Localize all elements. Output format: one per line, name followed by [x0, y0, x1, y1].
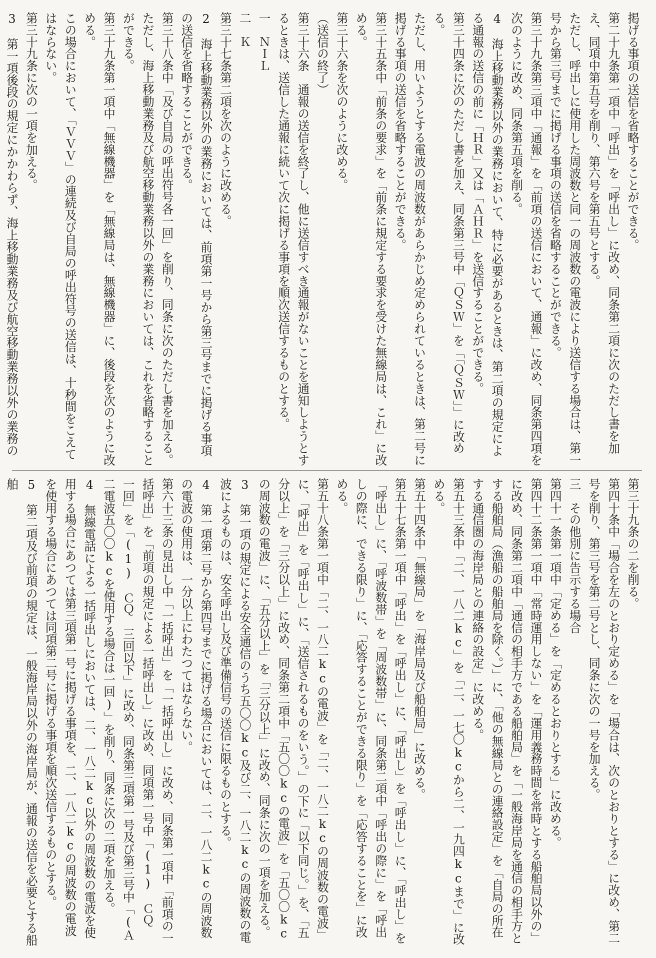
text-column: 第五十三条中「二、一八二kc」を「二、一七〇kcから二、一九四kcまで」に改める。	[431, 478, 466, 946]
text-column: ただし、用いようとする電波の周波数があらかじめ定められているときは、第二号に掲げる事項の送信を省略することができる。	[393, 12, 427, 467]
text-column: 第五十八条第一項中「二、一八二kcの電波」を「二、一八二kcの周波数の電波」に、「呼出」を「呼出し」に、「送信されるものをいう。」の下に「以下同じ。」を、「五分以上」を「三分以上」に改め、同条第二項中「五〇〇kcの電波」を「五〇〇kcの周波数の電波」に、「五分以上」を「三分以上」に改め、同条に次の一項を加える。	[257, 478, 330, 941]
text-column: 第三十九条第三項中「通報」を「前項の送信において、通報」に改め、同条第四項を次のように改め、同条第五項を削る。	[509, 12, 543, 467]
text-column: 2 海上移動業務以外の業務においては、前項第一号から第三号までに掲げる事項の送信を省略することができる。	[179, 12, 214, 457]
text-column: 第四十二条第一項中「常時運用しない」を「運用義務時間を常時とする船舶局以外の」に改め、同条第二項中「通信の相手方である船舶局」を「一般海岸局を通信の相手方とする船舶局（漁船の船舶局を除く。）」に、「他の無線局との連絡設定」を「自局の所在する通信圏の海岸局との連絡の設定」に改める。	[470, 478, 543, 945]
upper-text-block	[5, 12, 642, 467]
text-column: 第六十三条の見出し中「一括呼出」を「一括呼出し」に改め、同条第一項中「前項の一括呼出」を「前項の規定による一括呼出し」に改め、同項第一号中「(1) ＣＱ 一回」を「(1) ＣＱ 三回以下」に改め、同条第三項第一号及び第三号中「(Ａ二電波五〇〇kcを使用する場合は一回)」を削り、同条に次の二項を加える。	[102, 478, 175, 945]
section-divider	[12, 470, 642, 471]
text-column: 第三十九条の二を削る。	[626, 478, 640, 610]
text-column: この場合において、「ＶＶＶ」の連続及び自局の呼出符号の送信は、十秒間をこえてはならない。	[43, 12, 78, 461]
text-column: 4 無線電話による一括呼出しにおいては、二、一八二kc以外の周波数の電波を使用する場合にあつては第三項第一号に掲げる事項を、二、一八二kcの周波数の電波を使用する場合にあつては同項第二号に掲げる事項を順次送信するものとする。	[43, 478, 97, 939]
text-column: ただし、呼出しに使用した周波数と同一の周波数の電波により送信する場合は、第一号から第三号までに掲げる事項の送信を省略することができる。	[548, 12, 582, 467]
text-column: 掲げる事項の送信を省略することができる。	[626, 12, 640, 251]
article-caption: （送信の終了）	[315, 12, 330, 96]
text-column: 第三十六条 通報の送信を終了し、他に送信すべき通報がないことを通知しようとするときは、送信した通報に続いて次に掲げる事項を順次送信するものとする。	[276, 12, 311, 467]
text-column: 第三十五条中「前条の要求」を「前条に規定する要求を受けた無線局は、これ」に改める。	[354, 12, 388, 467]
text-column: 第三十四条に次のただし書を加え、同条第三号中「ＱＳＷ」を「「ＱＳＷ」」に改める。	[431, 12, 466, 455]
text-column: 3 第一項の規定による安全通信のうち五〇〇kc及び二、一八二kcの周波数の電波によるものは、安全呼出し及び準備信号の送信に限るものとする。	[218, 478, 252, 944]
text-column: ただし、海上移動業務及び航空移動業務以外の業務においては、これを省略することができる。	[121, 12, 155, 467]
text-column: 第三十六条を次のように改める。	[334, 12, 349, 192]
text-column: 4 海上移動業務以外の業務において、特に必要があるときは、第二項の規定による通報の送信の前に「ＨＲ」又は「ＡＨＲ」を送信することができる。	[470, 12, 505, 457]
text-column: 第三十七条第二項を次のように改める。	[218, 12, 233, 228]
text-column: 第二十九条第一項中「呼出」を「呼出し」に改め、同条第二項に次のただし書を加え、同項中第五号を削り、第六号を第五号とする。	[587, 12, 621, 455]
text-column: 3 第一項後段の規定にかかわらず、海上移動業務及び航空移動業務以外の業務の	[5, 12, 19, 457]
text-column: 第五十四条中「無線局」を「海岸局及び船舶局」に改める。	[412, 478, 427, 801]
text-column: 第四十一条第一項中「定める」を「定めるとおりとする」に改める。	[548, 478, 563, 849]
text-column: 第五十七条第一項中「呼出」を「呼出し」に、「呼出し」を「呼出し」に、「呼出し」を「呼出し」に、「呼波数帯」を「周波数帯」に、同条第二項中「呼出の際に」を「呼出しの際に、できる限り」に、「応答することができる限り」を「応答することを」に改める。	[334, 478, 408, 945]
lower-text-block	[5, 478, 642, 948]
text-column: 第四十条中「場合を左のとおり定める」を「場合は、次のとおりとする」に改め、第二号を削り、第三号を第二号とし、同条に次の一号を加える。	[587, 478, 621, 945]
text-column: 第三十九条第一項中「無線機器」を「無線局は、無線機器」に、後段を次のように改める。	[82, 12, 117, 467]
list-item: 三 その他別に告示する場合	[567, 478, 582, 634]
text-column: 5 第二項及び前項の規定は、一般海岸局以外の海岸局が、通報の送信を必要とする船舶	[5, 478, 39, 947]
text-column: 4 第一項第二号から第四号までに掲げる場合においては、二、一八二kcの周波数の電波の使用は、一分以上にわたつてはならない。	[179, 478, 214, 939]
list-item: 一 ＮＩＬ	[257, 12, 272, 72]
list-item: 二 Ｋ	[237, 12, 252, 48]
text-column: 第三十八条中「及び自局の呼出符号各一回」を削り、同条に次のただし書を加える。	[160, 12, 175, 467]
text-column: 第三十九条に次の一項を加える。	[24, 12, 39, 192]
